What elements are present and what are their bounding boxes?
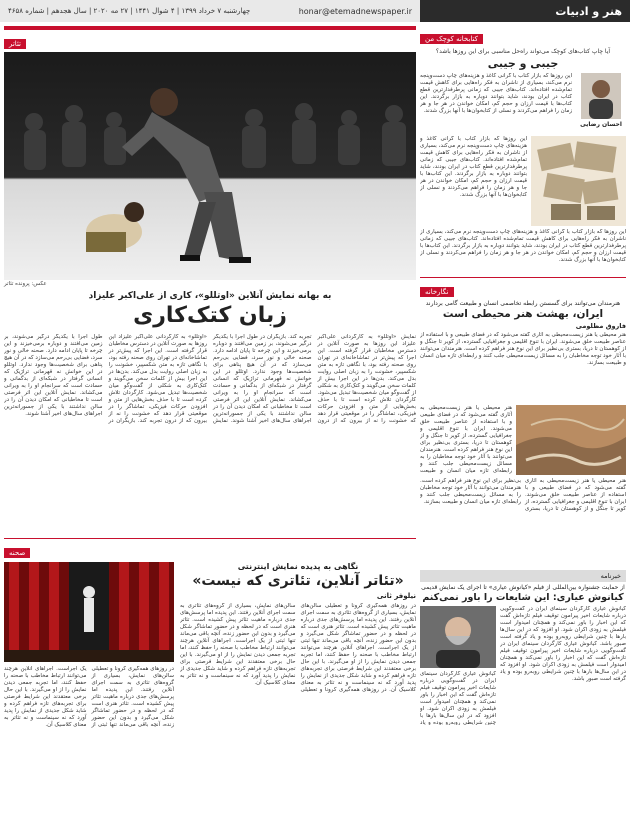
books-question: آیا چاپ کتاب‌های کوچک می‌تواند راه‌حل مناسبی برای این روزها باشد؟ — [435, 48, 611, 55]
page-header — [0, 0, 630, 22]
gallery-body: هنر محیطی یا هنر زیست‌محیطی به آثاری گفته می‌شود که در فضای طبیعی و با استفاده از عناصر طبیعت خلق می‌شوند. ایران با تنوع اقلیمی و جغرافیایی گسترده، از کویر تا جنگل و از کوهستان تا دریا، بستری بی‌نظیر برای این نوع هنر فراهم کرده است. هنرمندان می‌توانند با آثار خود توجه مخاطبان را به مسائل زیست‌محیطی جلب کنند و رابطه‌ای تازه میان انسان و طبیعت بسازند. — [420, 332, 626, 366]
news-subtitle: از حمایت جشنواره بین‌المللی از فیلم «کیانوش عیاری» تا اجرای یک نمایش قدیمی — [421, 584, 625, 591]
left-column — [4, 26, 416, 820]
gallery-title: ایران، بهشت هنر محیطی است — [442, 308, 604, 320]
stage-kicker: صحنه — [4, 548, 30, 558]
news-photo — [420, 606, 496, 668]
land-art-image — [516, 405, 626, 475]
stage-side-text: در روزهای همه‌گیری کرونا و تعطیلی سالن‌های نمایش، بسیاری از گروه‌های تئاتری به سمت اجرای آنلاین رفتند. این پدیده اما پرسش‌های جدی درباره ماهیت تئاتر پیش کشیده است. تئاتر هنری است که در لحظه و در حضور تماشاگر شکل می‌گیرد و بدون این حضور زنده، آنچه باقی می‌ماند تنها ثبتی از یک اجراست. اجراهای آنلاین هرچند می‌توانند ارتباط مخاطب با صحنه را حفظ کنند، اما تجربه جمعی دیدن نمایش را از او می‌گیرند. با این حال برخی معتقدند این شرایط فرصتی برای تجربه‌های تازه فراهم کرده و شاید شکل جدیدی از نمایش را پدید آورد که نه سینماست و نه تئاتر به معنای کلاسیک آن. — [4, 666, 174, 728]
gallery-subtitle: هنرمندان می‌توانند برای گسستن رابطه تخاصمی انسان و طبیعت گامی بردارند — [425, 300, 621, 307]
article-title: زبان کتک‌کاری — [133, 303, 287, 328]
right-divider-1 — [420, 277, 626, 278]
theatre-kicker: تئاتر — [4, 39, 26, 49]
main-photo — [4, 52, 416, 280]
books-kicker: کتابخانه کوچک من — [420, 34, 483, 44]
section-title: هنر و ادبیات — [420, 0, 630, 22]
stage-photo — [4, 562, 174, 662]
article-body: نمایش «اوتللو» به کارگردانی علی‌اکبر علیزاد این روزها به صورت آنلاین در دسترس مخاطبان قرار گرفته است. این اجرا که پیش‌تر در تماشاخانه‌ای در تهران روی صحنه رفته بود، با نگاهی تازه به متن شکسپیر، خشونت را به زبان اصلی روایت بدل می‌کند. بدن‌ها در این اجرا بیش از کلمات سخن می‌گویند و کتک‌کاری به شکلی از گفت‌وگو میان شخصیت‌ها تبدیل می‌شود. کارگردان تلاش کرده است تا با حذف بخش‌هایی از متن و افزودن حرکات فیزیکی، تماشاگر را در موقعیتی قرار دهد که خشونت را نه از بیرون که از درون تجربه کند. بازیگران در طول اجرا با یکدیگر درگیر می‌شوند، بر زمین می‌افتند و دوباره برمی‌خیزند و این چرخه تا پایان ادامه دارد. صحنه خالی و نور سرد، فضایی بی‌رحم می‌سازد که در آن هیچ پناهی برای شخصیت‌ها وجود ندارد. اوتللو در این خوانش نه قهرمانی تراژیک که انسانی گرفتار در شبکه‌ای از بدگمانی و حسادت است که سرانجام او را به ویرانی می‌کشاند. نمایش آنلاین این اثر فرصتی است تا مخاطبانی که امکان دیدن آن را در سالن نداشتند با یکی از جسورانه‌ترین اجراهای سال‌های اخیر آشنا شوند. نمایش «اوتللو» به کارگردانی علی‌اکبر علیزاد این روزها به صورت آنلاین در دسترس مخاطبان قرار گرفته است. این اجرا که پیش‌تر در تماشاخانه‌ای در تهران روی صحنه رفته بود، با نگاهی تازه به متن شکسپیر، خشونت را به زبان اصلی روایت بدل می‌کند. بدن‌ها در این اجرا بیش از کلمات سخن می‌گویند و کتک‌کاری به شکلی از گفت‌وگو میان شخصیت‌ها تبدیل می‌شود. کارگردان تلاش کرده است تا با حذف بخش‌هایی از متن و افزودن حرکات فیزیکی، تماشاگر را در موقعیتی قرار دهد که خشونت را نه از بیرون که از درون تجربه کند. بازیگران در طول اجرا با یکدیگر درگیر می‌شوند، بر زمین می‌افتند و دوباره برمی‌خیزند و این چرخه تا پایان ادامه دارد. صحنه خالی و نور سرد، فضایی بی‌رحم می‌سازد که در آن هیچ پناهی برای شخصیت‌ها وجود ندارد. اوتللو در این خوانش نه قهرمانی تراژیک که انسانی گرفتار در شبکه‌ای از بدگمانی و حسادت است که سرانجام او را به ویرانی می‌کشاند. نمایش آنلاین این اثر فرصتی است تا مخاطبانی که امکان دیدن آن را در سالن نداشتند با یکی از جسورانه‌ترین اجراهای سال‌های اخیر آشنا شوند. — [4, 334, 416, 424]
second-author: نیلوفر ثانی — [376, 592, 416, 600]
author-portrait-icon — [581, 73, 621, 119]
news-label: خبرنامه — [420, 570, 626, 582]
article-body-text: نمایش «اوتللو» به کارگردانی علی‌اکبر علیزاد این روزها به صورت آنلاین در دسترس مخاطبان قرار گرفته است. این اجرا که پیش‌تر در تماشاخانه‌ای در تهران روی صحنه رفته بود، با نگاهی تازه به متن شکسپیر، خشونت را به زبان اصلی روایت بدل می‌کند. بدن‌ها در این اجرا بیش از کلمات سخن می‌گویند و کتک‌کاری به شکلی از گفت‌وگو میان شخصیت‌ها تبدیل می‌شود. کارگردان تلاش کرده است تا با حذف بخش‌هایی از متن و افزودن حرکات فیزیکی، تماشاگر را در موقعیتی قرار دهد که خشونت را نه از بیرون که از درون تجربه کند. بازیگران در طول اجرا با یکدیگر درگیر می‌شوند، بر زمین می‌افتند و دوباره برمی‌خیزند و این چرخه تا پایان ادامه دارد. صحنه خالی و نور سرد، فضایی بی‌رحم می‌سازد که در آن هیچ پناهی برای شخصیت‌ها وجود ندارد. اوتللو در این خوانش نه قهرمانی تراژیک که انسانی گرفتار در شبکه‌ای از بدگمانی و حسادت است که سرانجام او را به ویرانی می‌کشاند. نمایش آنلاین این اثر فرصتی است تا مخاطبانی که امکان دیدن آن را در سالن نداشتند با یکی از جسورانه‌ترین اجراهای سال‌های اخیر آشنا شوند. — [213, 334, 416, 424]
books-body-top: این روزها که بازار کتاب با گرانی کاغذ و هزینه‌های چاپ دست‌وپنجه نرم می‌کند، بسیاری از ناشران به فکر راه‌هایی برای کاهش قیمت تمام‌شده افتاده‌اند. کتاب‌های جیبی که زمانی پرطرفدارترین قطع کتاب در ایران بودند، شاید بتوانند دوباره به بازار برگردند. این کتاب‌ها با قیمت ارزان و حجم کم، امکان خواندن در هر جا و هر زمان را فراهم می‌کردند و نسلی از کتابخوان‌ها با آنها بزرگ شدند. — [420, 73, 572, 114]
director-portrait-image — [420, 606, 496, 668]
news-body: کیانوش عیاری کارگردان سینمای ایران در گفت‌وگویی درباره شایعات اخیر پیرامون توقیف فیلم تازه‌اش گفت که این اخبار را باور نمی‌کند و همچنان امیدوار است فیلمش به زودی اکران شود. او افزود که در این سال‌ها بارها با چنین شرایطی روبه‌رو بوده و یاد گرفته است صبور باشد. کیانوش عیاری کارگردان سینمای ایران در گفت‌وگویی درباره شایعات اخیر پیرامون توقیف فیلم تازه‌اش گفت که این اخبار را باور نمی‌کند و همچنان امیدوار است فیلمش به زودی اکران شود. او افزود که در این سال‌ها بارها با چنین شرایطی روبه‌رو بوده و یاد گرفته است صبور باشد. — [500, 606, 626, 682]
gallery-kicker: نگارخانه — [420, 287, 454, 297]
gallery-body-bottom: هنر محیطی یا هنر زیست‌محیطی به آثاری گفته می‌شود که در فضای طبیعی و با استفاده از عناصر طبیعت خلق می‌شوند. ایران با تنوع اقلیمی و جغرافیایی گسترده، از کویر تا جنگل و از کوهستان تا دریا، بستری بی‌نظیر برای این نوع هنر فراهم کرده است. هنرمندان می‌توانند با آثار خود توجه مخاطبان را به مسائل زیست‌محیطی جلب کنند و رابطه‌ای تازه میان انسان و طبیعت بسازند. — [420, 478, 626, 512]
books-title: جیبی و جیبی — [487, 57, 559, 70]
issue-line: چهارشنبه ۷ خرداد ۱۳۹۹ | ۴ شوال ۱۴۴۱ | ۲۷ مه ۲۰۲۰ | سال هجدهم | شماره ۴۶۵۸ — [8, 7, 251, 15]
news-side-text: کیانوش عیاری کارگردان سینمای ایران در گفت‌وگویی درباره شایعات اخیر پیرامون توقیف فیلم تازه‌اش گفت که این اخبار را باور نمی‌کند و همچنان امیدوار است فیلمش به زودی اکران شود. او افزود که در این سال‌ها بارها با چنین شرایطی روبه‌رو بوده و یاد — [420, 671, 496, 725]
divider — [4, 538, 416, 539]
second-subtitle: نگاهی به پدیده نمایش اینترنتی — [237, 562, 359, 571]
article-subtitle: به بهانه نمایش آنلاین «اوتللو»، کاری از علی‌اکبر علیزاد — [88, 291, 332, 301]
right-column — [420, 26, 626, 820]
theatre-scene-image — [4, 52, 416, 280]
gallery-author: فاروق مظلومی — [575, 322, 626, 330]
books-photo — [531, 136, 626, 226]
top-rule — [4, 26, 416, 30]
author-avatar — [581, 73, 621, 119]
second-body: در روزهای همه‌گیری کرونا و تعطیلی سالن‌های نمایش، بسیاری از گروه‌های تئاتری به سمت اجرای آنلاین رفتند. این پدیده اما پرسش‌های جدی درباره ماهیت تئاتر پیش کشیده است. تئاتر هنری است که در لحظه و در حضور تماشاگر شکل می‌گیرد و بدون این حضور زنده، آنچه باقی می‌ماند تنها ثبتی از یک اجراست. اجراهای آنلاین هرچند می‌توانند ارتباط مخاطب با صحنه را حفظ کنند، اما تجربه جمعی دیدن نمایش را از او می‌گیرند. با این حال برخی معتقدند این شرایط فرصتی برای تجربه‌های تازه فراهم کرده و شاید شکل جدیدی از نمایش را پدید آورد که نه سینماست و نه تئاتر به معنای کلاسیک آن. در روزهای همه‌گیری کرونا و تعطیلی سالن‌های نمایش، بسیاری از گروه‌های تئاتری به سمت اجرای آنلاین رفتند. این پدیده اما پرسش‌های جدی درباره ماهیت تئاتر پیش کشیده است. تئاتر هنری است که در لحظه و در حضور تماشاگر شکل می‌گیرد و بدون این حضور زنده، آنچه باقی می‌ماند تنها ثبتی از یک اجراست. اجراهای آنلاین هرچند می‌توانند ارتباط مخاطب با صحنه را حفظ کنند، اما تجربه جمعی دیدن نمایش را از او می‌گیرند. با این حال برخی معتقدند این شرایط فرصتی برای تجربه‌های تازه فراهم کرده و شاید شکل جدیدی از نمایش را پدید آورد که نه سینماست و نه تئاتر به معنای کلاسیک آن. — [180, 603, 416, 693]
second-title: «تئاتر آنلاین، تئاتری که نیست» — [192, 573, 404, 589]
curtain-image — [4, 562, 174, 662]
header-info — [0, 0, 420, 22]
gallery-body-side: هنر محیطی یا هنر زیست‌محیطی به آثاری گفته می‌شود که در فضای طبیعی و با استفاده از عناصر طبیعت خلق می‌شوند. ایران با تنوع اقلیمی و جغرافیایی گسترده، از کویر تا جنگل و از کوهستان تا دریا، بستری بی‌نظیر برای این نوع هنر فراهم کرده است. هنرمندان می‌توانند با آثار خود توجه مخاطبان را به مسائل زیست‌محیطی جلب کنند و رابطه‌ای تازه میان انسان و طبیعت — [420, 405, 512, 474]
gallery-photo — [516, 405, 626, 475]
site-email[interactable]: honar@etemadnewspaper.ir — [298, 6, 412, 16]
photo-caption: عکس: پرونده تئاتر — [4, 281, 47, 287]
books-body-bottom: این روزها که بازار کتاب با گرانی کاغذ و هزینه‌های چاپ دست‌وپنجه نرم می‌کند، بسیاری از ناشران به فکر راه‌هایی برای کاهش قیمت تمام‌شده افتاده‌اند. کتاب‌های جیبی که زمانی پرطرفدارترین قطع کتاب در ایران بودند، شاید بتوانند دوباره به بازار برگردند. این کتاب‌ها با قیمت ارزان و حجم کم، امکان خواندن در هر جا و هر زمان را فراهم می‌کردند و نسلی از کتابخوان‌ها با آنها بزرگ شدند. — [420, 229, 626, 263]
books-author: احسان رضایی — [580, 121, 622, 128]
books-body-side: این روزها که بازار کتاب با گرانی کاغذ و هزینه‌های چاپ دست‌وپنجه نرم می‌کند، بسیاری از ناشران به فکر راه‌هایی برای کاهش قیمت تمام‌شده افتاده‌اند. کتاب‌های جیبی که زمانی پرطرفدارترین قطع کتاب در ایران بودند، شاید بتوانند دوباره به بازار برگردند. این کتاب‌ها با قیمت ارزان و حجم کم، امکان خواندن در هر جا و هر زمان را فراهم می‌کردند و نسلی از کتابخوان‌ها با آنها بزرگ شدند. — [420, 136, 527, 198]
news-title: کیانوش عیاری: این شایعات را باور نمی‌کنم — [422, 592, 624, 603]
books-stack-image — [531, 136, 626, 226]
